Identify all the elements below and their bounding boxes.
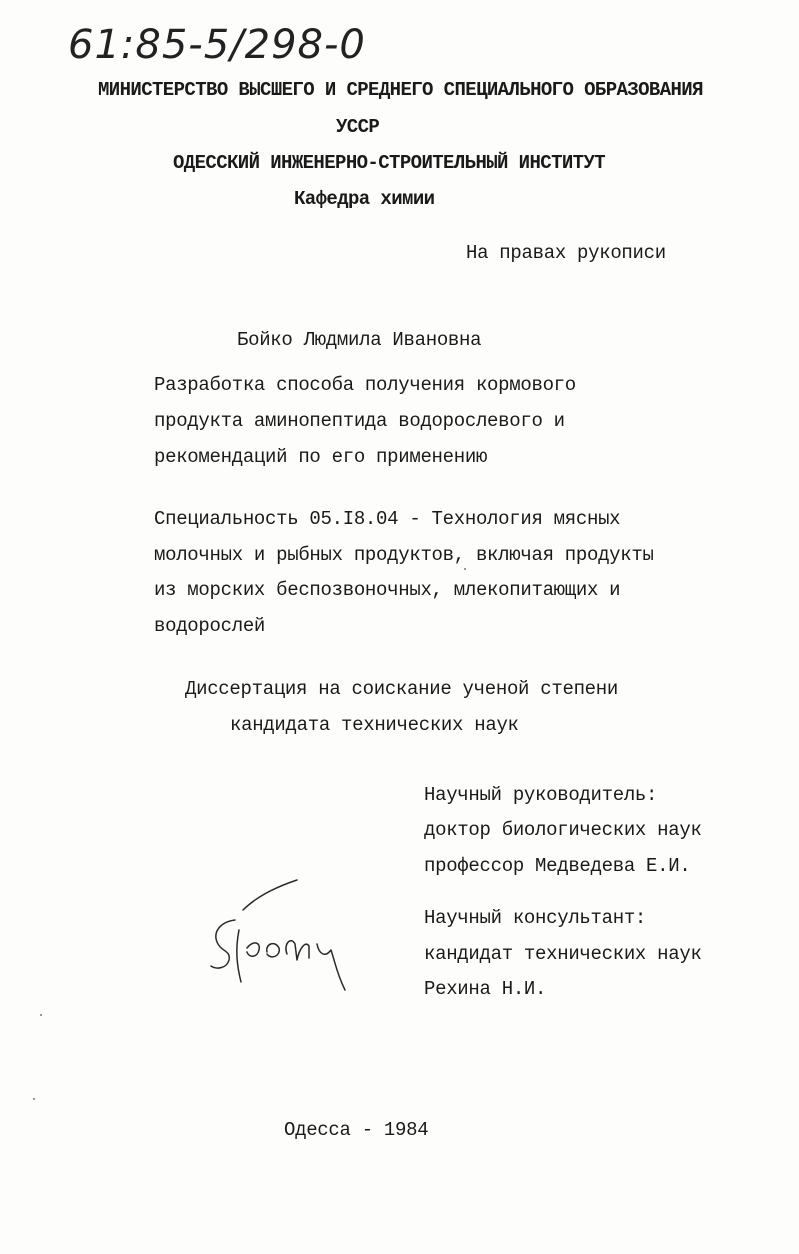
consultant-degree: кандидат технических наук bbox=[424, 943, 702, 965]
author-name: Бойко Людмила Ивановна bbox=[237, 329, 482, 351]
consultant-name: Рехина Н.И. bbox=[424, 978, 547, 1000]
manuscript-note: На правах рукописи bbox=[466, 242, 666, 264]
archive-code: 61:85-5/298-0 bbox=[68, 22, 366, 68]
degree-line-2: кандидата технических наук bbox=[230, 714, 519, 736]
thesis-title-line: продукта аминопептида водорослевого и bbox=[154, 410, 565, 432]
consultant-role: Научный консультант: bbox=[424, 907, 647, 929]
specialty-line: водорослей bbox=[154, 615, 266, 637]
specialty-line: молочных и рыбных продуктов, включая продукты bbox=[154, 544, 654, 566]
degree-line-1: Диссертация на соискание ученой степени bbox=[185, 678, 618, 700]
speck-mark bbox=[33, 1098, 35, 1100]
thesis-title-line: Разработка способа получения кормового bbox=[154, 374, 576, 396]
thesis-title-line: рекомендаций по его применению bbox=[154, 446, 488, 468]
institute-name: ОДЕССКИЙ ИНЖЕНЕРНО-СТРОИТЕЛЬНЫЙ ИНСТИТУТ bbox=[173, 152, 606, 174]
speck-mark bbox=[40, 1014, 42, 1016]
signature-text: Бойко bbox=[195, 870, 199, 871]
ministry-line-1: МИНИСТЕРСТВО ВЫСШЕГО И СРЕДНЕГО СПЕЦИАЛЬНОГО ОБРАЗОВАНИЯ bbox=[98, 79, 703, 101]
supervisor-degree: доктор биологических наук bbox=[424, 819, 702, 841]
place-year: Одесса - 1984 bbox=[284, 1119, 429, 1141]
specialty-line: Специальность 05.I8.04 - Технология мясных bbox=[154, 508, 621, 530]
department-name: Кафедра химии bbox=[294, 188, 435, 210]
supervisor-name: профессор Медведева Е.И. bbox=[424, 855, 691, 877]
specialty-line: из морских беспозвоночных, млекопитающих и bbox=[154, 579, 621, 601]
supervisor-role: Научный руководитель: bbox=[424, 784, 658, 806]
speck-mark bbox=[464, 568, 466, 570]
author-signature bbox=[195, 870, 365, 1010]
ministry-line-2: УССР bbox=[336, 116, 380, 138]
